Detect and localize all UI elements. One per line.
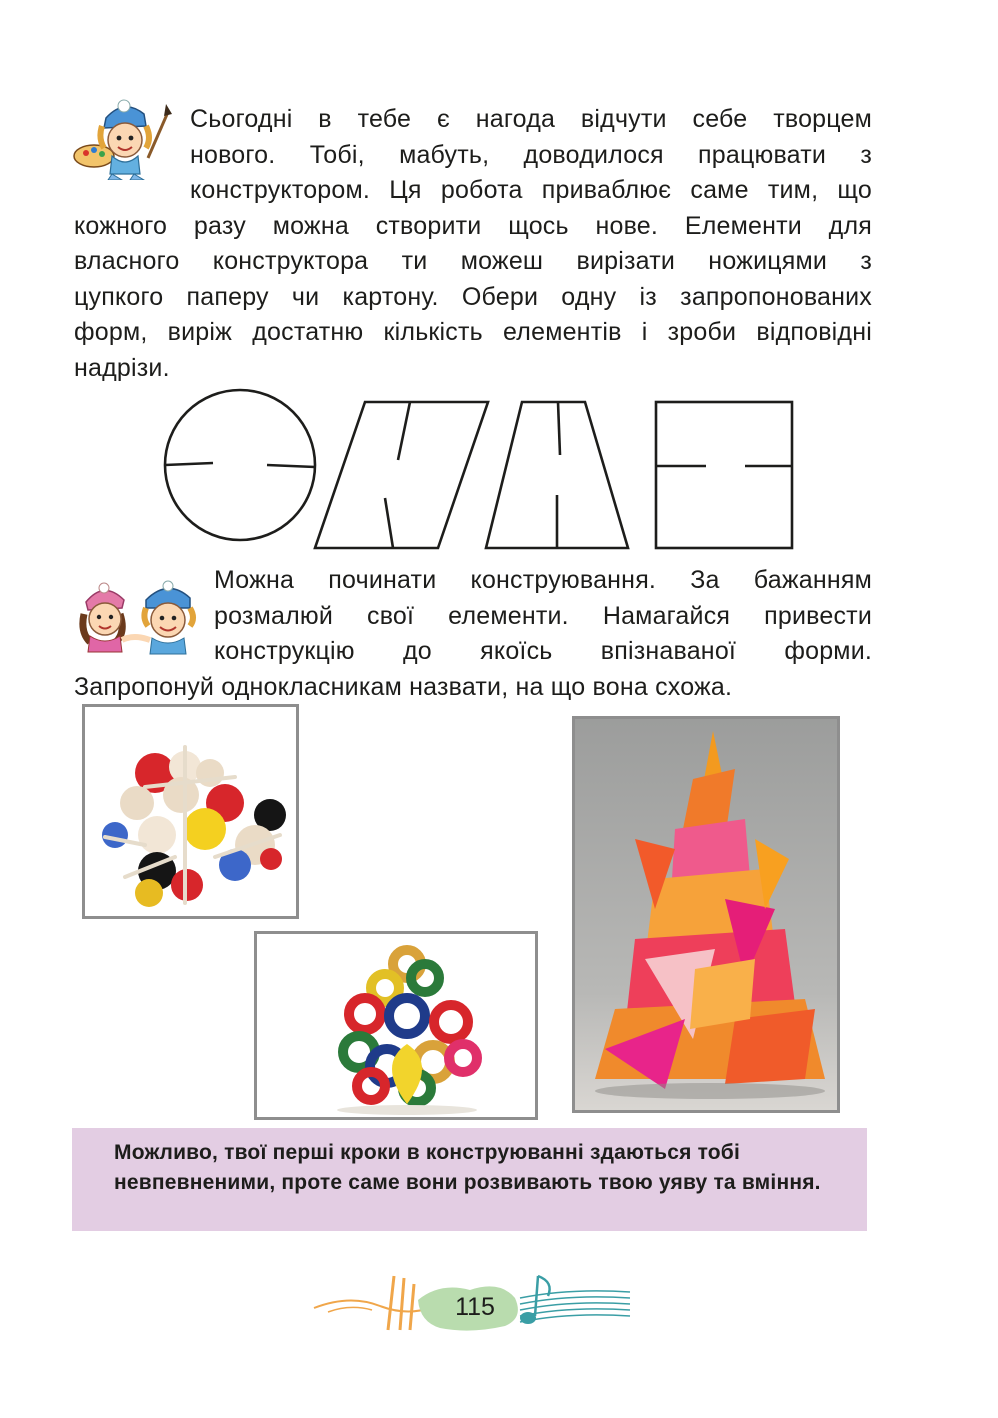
intro-line: власного конструктора ти можеш вирізати ножицями з <box>74 247 872 275</box>
intro-line: форм, виріж достатню кількість елементів і зроби відповідні <box>74 318 872 346</box>
photo-circles-construction <box>82 704 299 919</box>
second-line: розмалюй свої елементи. Намагайся привести <box>214 601 872 630</box>
parallelogram-shape <box>315 402 488 548</box>
summary-note-text: Можливо, твої перші кроки в конструюванні здаються тобі невпевненими, проте саме вони розвивають твою уяву та вміння. <box>114 1141 821 1194</box>
page-number: 115 <box>455 1293 495 1321</box>
summary-note <box>72 1128 867 1231</box>
second-line: конструкцію до якоїсь впізнаваної форми. <box>214 637 872 665</box>
intro-line: цупкого паперу чи картону. Обери одну із запропонованих <box>74 282 872 311</box>
cut-shapes-diagram <box>150 380 810 560</box>
intro-paragraph <box>74 102 872 386</box>
photo-rings-construction <box>254 931 538 1120</box>
intro-line: Сьогодні в тебе є нагода відчути себе творцем <box>190 105 872 133</box>
intro-line: надрізи. <box>74 353 170 382</box>
intro-line: нового. Тобі, мабуть, доводилося працювати з <box>190 140 872 169</box>
second-paragraph <box>74 563 872 705</box>
intro-line: кожного разу можна створити щось нове. Елементи для <box>74 211 872 240</box>
photo-paper-tower <box>572 716 840 1113</box>
square-shape <box>656 402 792 548</box>
second-line: Можна починати конструювання. За бажанням <box>214 566 872 594</box>
second-line: Запропонуй однокласникам назвати, на що вона схожа. <box>74 672 733 701</box>
intro-line: конструктором. Ця робота приваблює саме тим, що <box>190 176 872 204</box>
trapezoid-shape <box>486 402 628 548</box>
circle-shape <box>165 390 315 540</box>
